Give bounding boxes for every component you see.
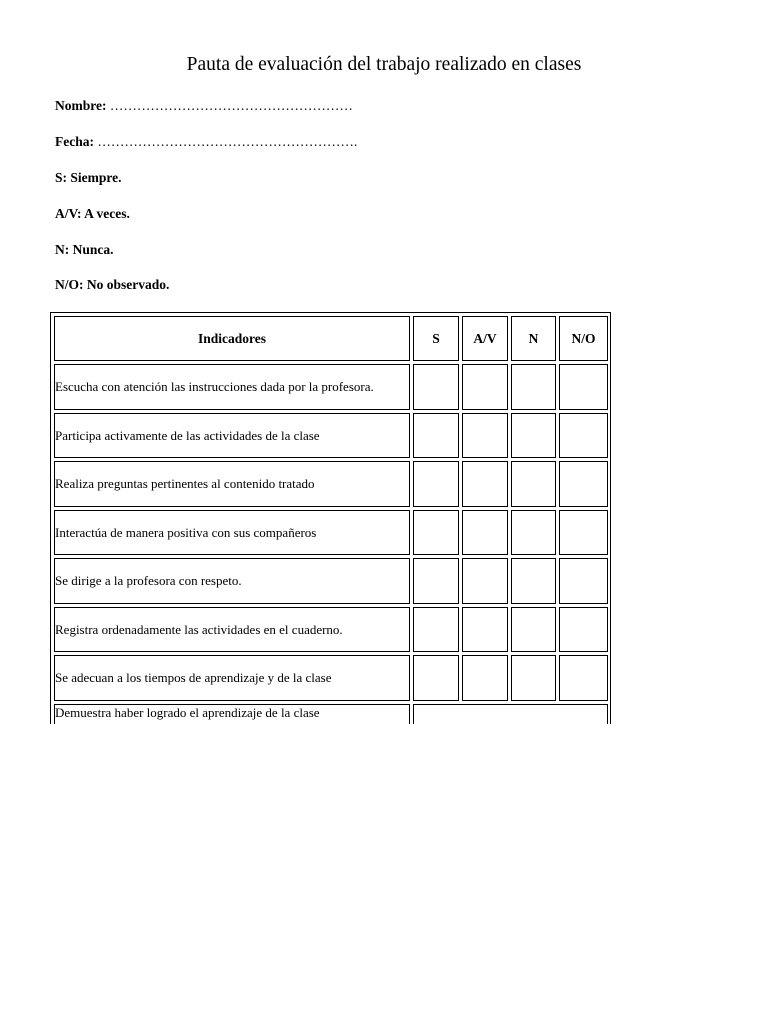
- mark-cell-n[interactable]: [511, 558, 556, 604]
- mark-cell-n[interactable]: [511, 461, 556, 507]
- legend-no-observado: N/O: No observado.: [55, 277, 170, 292]
- mark-cell-s[interactable]: [413, 655, 459, 701]
- mark-cell-no[interactable]: [559, 655, 608, 701]
- date-field: [55, 134, 357, 150]
- indicator-row-3: Realiza preguntas pertinentes al contenido tratado: [54, 461, 410, 507]
- mark-cell-av[interactable]: [462, 510, 508, 555]
- mark-cell-av[interactable]: [462, 558, 508, 604]
- mark-cell-n[interactable]: [511, 510, 556, 555]
- mark-cell-av[interactable]: [462, 364, 508, 410]
- page-title: Pauta de evaluación del trabajo realizado en clases: [186, 54, 582, 75]
- legend-nunca: N: Nunca.: [55, 242, 114, 257]
- mark-cell-no[interactable]: [559, 364, 608, 410]
- mark-cell-s[interactable]: [413, 607, 459, 652]
- mark-cell-s[interactable]: [413, 558, 459, 604]
- indicator-row-7: Se adecuan a los tiempos de aprendizaje y de la clase: [54, 655, 410, 701]
- name-blank: ………………………………………………: [106, 98, 353, 113]
- mark-cell-n[interactable]: [511, 607, 556, 652]
- mark-cell-n[interactable]: [511, 364, 556, 410]
- mark-cell-n[interactable]: [511, 413, 556, 458]
- header-av: A/V: [462, 316, 508, 361]
- mark-cell-s[interactable]: [413, 510, 459, 555]
- mark-cell-av[interactable]: [462, 413, 508, 458]
- legend-siempre: S: Siempre.: [55, 170, 122, 185]
- indicator-row-8: Demuestra haber logrado el aprendizaje de la clase: [54, 704, 410, 724]
- date-label: Fecha:: [55, 134, 94, 149]
- indicator-row-4: Interactúa de manera positiva con sus compañeros: [54, 510, 410, 555]
- mark-cell-av[interactable]: [462, 607, 508, 652]
- name-field: [55, 98, 353, 114]
- mark-cell-no[interactable]: [559, 510, 608, 555]
- mark-cell-s[interactable]: [413, 364, 459, 410]
- mark-cell-no[interactable]: [559, 413, 608, 458]
- mark-cell-av[interactable]: [462, 461, 508, 507]
- mark-cell-no[interactable]: [559, 607, 608, 652]
- mark-cell-av[interactable]: [462, 655, 508, 701]
- header-n: N: [511, 316, 556, 361]
- mark-cell-s[interactable]: [413, 461, 459, 507]
- evaluation-table: [50, 312, 611, 724]
- indicator-row-2: Participa activamente de las actividades de la clase: [54, 413, 410, 458]
- mark-cell-no[interactable]: [559, 558, 608, 604]
- mark-cell-merged[interactable]: [413, 704, 608, 724]
- indicator-row-5: Se dirige a la profesora con respeto.: [54, 558, 410, 604]
- date-blank: ………………………………………………….: [93, 134, 358, 149]
- mark-cell-s[interactable]: [413, 413, 459, 458]
- header-indicadores: Indicadores: [54, 316, 410, 361]
- indicator-row-6: Registra ordenadamente las actividades en el cuaderno.: [54, 607, 410, 652]
- mark-cell-no[interactable]: [559, 461, 608, 507]
- legend-a-veces: A/V: A veces.: [55, 206, 130, 221]
- header-s: S: [413, 316, 459, 361]
- indicator-row-1: Escucha con atención las instrucciones dada por la profesora.: [54, 364, 410, 410]
- mark-cell-n[interactable]: [511, 655, 556, 701]
- name-label: Nombre:: [55, 98, 107, 113]
- header-no: N/O: [559, 316, 608, 361]
